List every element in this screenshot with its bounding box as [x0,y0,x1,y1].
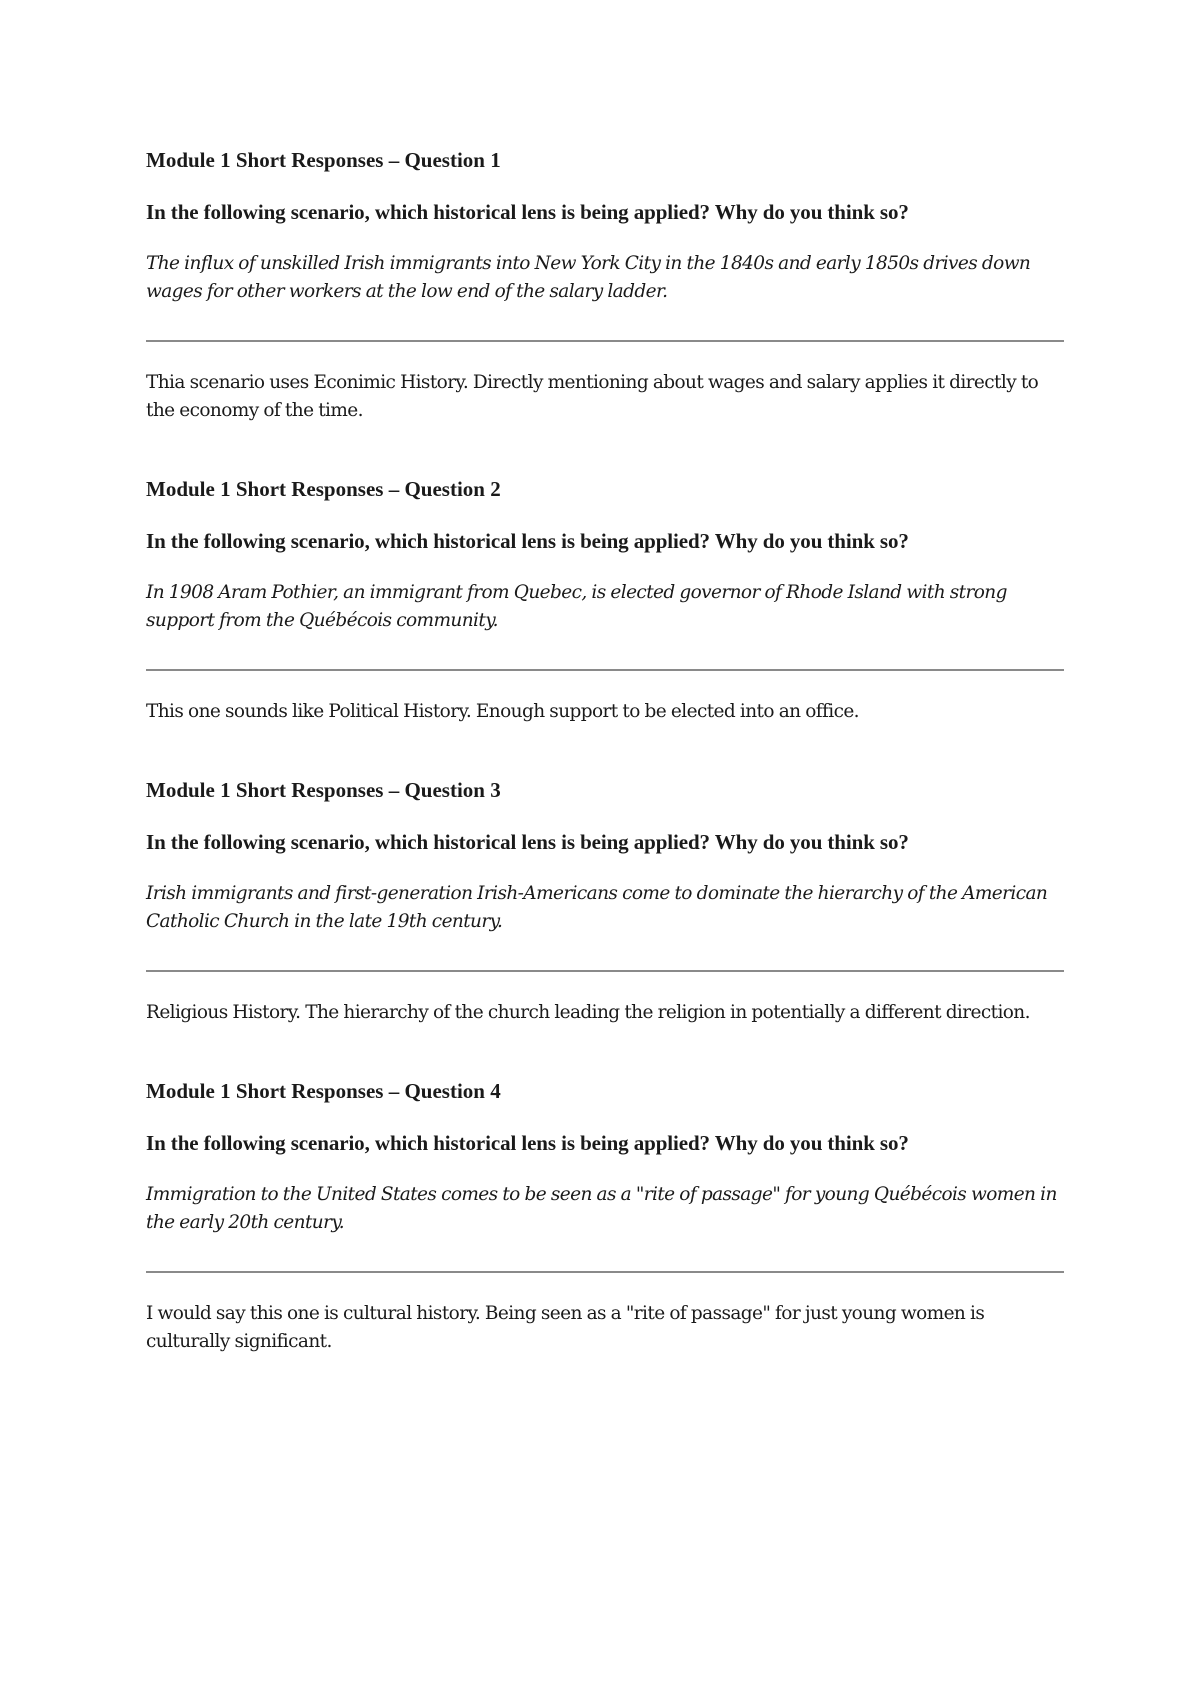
question-prompt: In the following scenario, which historical lens is being applied? Why do you think so? [146,830,909,854]
scenario-text: Immigration to the United States comes to be seen as a "rite of passage" for young Québécois women in the early 20th century. [146,1184,1057,1233]
answer-text: Thia scenario uses Econimic History. Directly mentioning about wages and salary applies it directly to the economy of the time. [146,372,1039,421]
divider-line [146,1271,1064,1273]
scenario-text: In 1908 Aram Pothier, an immigrant from Quebec, is elected governor of Rhode Island with strong support from the Québécois community. [146,582,1007,631]
question-heading: Module 1 Short Responses – Question 3 [146,778,501,802]
answer-text: Religious History. The hierarchy of the church leading the religion in potentially a different direction. [146,1002,1030,1023]
question-section-3 [146,776,1066,1027]
scenario-text: Irish immigrants and first-generation Irish-Americans come to dominate the hierarchy of the American Catholic Church in the late 19th century. [146,883,1048,932]
question-prompt: In the following scenario, which historical lens is being applied? Why do you think so? [146,1131,909,1155]
divider-line [146,970,1064,972]
divider-line [146,669,1064,671]
question-prompt: In the following scenario, which historical lens is being applied? Why do you think so? [146,529,909,553]
question-section-4 [146,1077,1066,1356]
answer-text: I would say this one is cultural history. Being seen as a "rite of passage" for just young women is culturally significant. [146,1303,985,1352]
question-section-2 [146,475,1066,726]
divider-line [146,340,1064,342]
question-prompt: In the following scenario, which historical lens is being applied? Why do you think so? [146,200,909,224]
scenario-text: The influx of unskilled Irish immigrants into New York City in the 1840s and early 1850s drives down wages for other workers at the low end of the salary ladder. [146,253,1031,302]
answer-text: This one sounds like Political History. Enough support to be elected into an office. [146,701,859,722]
question-section-1 [146,146,1066,425]
question-heading: Module 1 Short Responses – Question 4 [146,1079,501,1103]
question-heading: Module 1 Short Responses – Question 2 [146,477,501,501]
question-heading: Module 1 Short Responses – Question 1 [146,148,501,172]
document-page [146,146,1066,1356]
